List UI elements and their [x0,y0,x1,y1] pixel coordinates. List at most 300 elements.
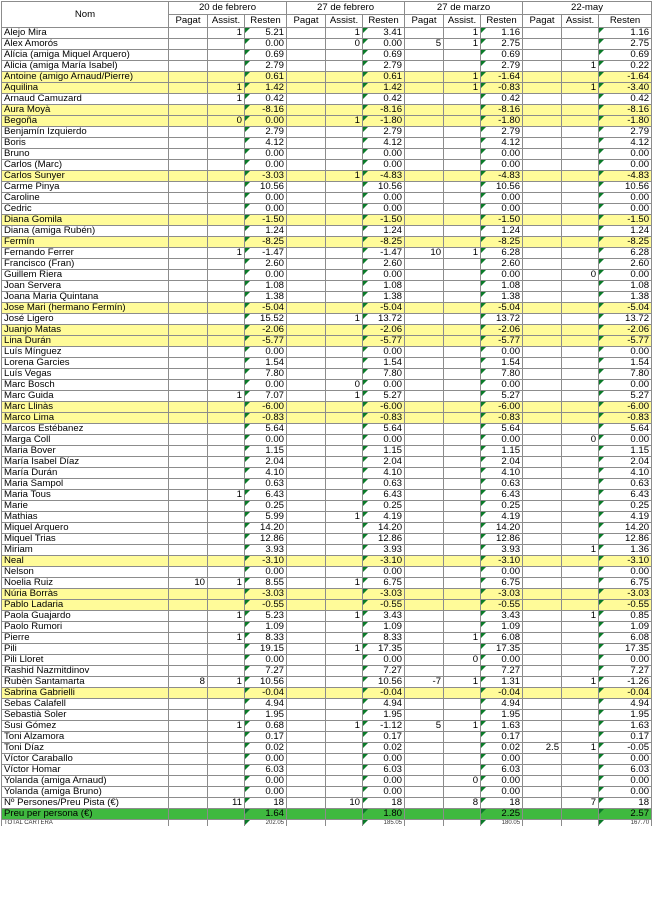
balance-cell[interactable]: 0.69 [599,50,652,61]
paid-cell[interactable] [169,457,208,468]
paid-cell[interactable] [523,270,562,281]
balance-cell[interactable]: 0.00 [363,787,405,798]
paid-cell[interactable] [287,523,326,534]
person-name-cell[interactable]: Núria Borràs [2,589,169,600]
balance-cell[interactable]: 6.03 [599,765,652,776]
attendance-cell[interactable] [326,468,363,479]
balance-cell[interactable]: -1.47 [245,248,287,259]
attendance-cell[interactable] [444,336,481,347]
attendance-cell[interactable] [562,699,599,710]
paid-cell[interactable] [523,699,562,710]
balance-cell[interactable]: 0.00 [481,776,523,787]
attendance-cell[interactable] [444,446,481,457]
balance-cell[interactable]: 0.17 [599,732,652,743]
paid-cell[interactable] [169,721,208,732]
balance-cell[interactable]: 0.02 [245,743,287,754]
paid-cell[interactable] [169,160,208,171]
paid-cell[interactable] [523,248,562,259]
balance-cell[interactable]: 1.09 [245,622,287,633]
attendance-cell[interactable] [562,193,599,204]
paid-cell[interactable] [523,314,562,325]
paid-cell[interactable] [405,215,444,226]
paid-cell[interactable]: 5 [405,721,444,732]
paid-cell[interactable] [405,457,444,468]
person-name-cell[interactable]: Maria Sampol [2,479,169,490]
paid-cell[interactable]: 10 [405,248,444,259]
person-name-cell[interactable]: María Isabel Díaz [2,457,169,468]
attendance-cell[interactable] [326,435,363,446]
balance-cell[interactable]: 0.00 [481,149,523,160]
attendance-cell[interactable]: 0 [444,776,481,787]
balance-cell[interactable]: 7.07 [245,391,287,402]
paid-cell[interactable] [405,358,444,369]
subcol-header[interactable]: Assist. [562,15,599,28]
balance-cell[interactable]: -8.16 [481,105,523,116]
balance-cell[interactable]: 5.64 [481,424,523,435]
balance-cell[interactable]: 5.27 [363,391,405,402]
paid-cell[interactable] [523,556,562,567]
balance-cell[interactable]: 1.95 [245,710,287,721]
balance-cell[interactable]: 0.00 [245,193,287,204]
balance-cell[interactable]: 1.15 [245,446,287,457]
attendance-cell[interactable] [326,336,363,347]
paid-cell[interactable] [169,204,208,215]
person-name-cell[interactable]: Begoña [2,116,169,127]
attendance-cell[interactable] [562,600,599,611]
attendance-cell[interactable] [562,446,599,457]
person-name-cell[interactable]: Miquel Trias [2,534,169,545]
attendance-cell[interactable] [208,204,245,215]
paid-cell[interactable] [287,699,326,710]
paid-cell[interactable] [287,490,326,501]
attendance-cell[interactable] [208,182,245,193]
attendance-cell[interactable] [444,578,481,589]
attendance-cell[interactable]: 1 [326,644,363,655]
attendance-cell[interactable] [562,204,599,215]
paid-cell[interactable] [523,688,562,699]
balance-cell[interactable]: 2.79 [363,127,405,138]
balance-cell[interactable]: 0.00 [245,567,287,578]
paid-cell[interactable] [287,160,326,171]
balance-cell[interactable]: 2.79 [481,61,523,72]
attendance-cell[interactable] [444,215,481,226]
date-header[interactable]: 20 de febrero [169,2,287,15]
balance-cell[interactable]: -4.83 [363,171,405,182]
paid-cell[interactable] [169,413,208,424]
paid-cell[interactable] [405,787,444,798]
paid-cell[interactable]: -7 [405,677,444,688]
attendance-cell[interactable] [562,50,599,61]
attendance-cell[interactable] [208,809,245,820]
balance-cell[interactable]: -3.10 [245,556,287,567]
attendance-cell[interactable] [444,259,481,270]
balance-cell[interactable]: 0.00 [481,193,523,204]
person-name-cell[interactable]: Maria Bover [2,446,169,457]
balance-cell[interactable]: 12.86 [599,534,652,545]
paid-cell[interactable] [287,787,326,798]
attendance-cell[interactable] [208,688,245,699]
attendance-cell[interactable]: 1 [562,61,599,72]
balance-cell[interactable]: 0.00 [481,787,523,798]
paid-cell[interactable] [169,171,208,182]
attendance-cell[interactable] [208,589,245,600]
attendance-cell[interactable] [444,600,481,611]
attendance-cell[interactable] [444,347,481,358]
balance-cell[interactable]: 13.72 [599,314,652,325]
attendance-cell[interactable] [208,655,245,666]
paid-cell[interactable] [405,325,444,336]
paid-cell[interactable] [523,435,562,446]
balance-cell[interactable]: 4.10 [363,468,405,479]
attendance-cell[interactable] [326,633,363,644]
balance-cell[interactable]: 0.00 [245,655,287,666]
attendance-cell[interactable] [208,501,245,512]
attendance-cell[interactable] [326,237,363,248]
balance-cell[interactable]: 2.60 [599,259,652,270]
paid-cell[interactable] [523,567,562,578]
attendance-cell[interactable] [562,820,599,827]
balance-cell[interactable]: -0.55 [363,600,405,611]
attendance-cell[interactable] [444,138,481,149]
attendance-cell[interactable] [562,578,599,589]
balance-cell[interactable]: -3.10 [363,556,405,567]
attendance-cell[interactable] [326,259,363,270]
attendance-cell[interactable] [562,413,599,424]
balance-cell[interactable]: -6.00 [599,402,652,413]
person-name-cell[interactable]: Rashid Nazmitdinov [2,666,169,677]
attendance-cell[interactable] [444,820,481,827]
paid-cell[interactable] [287,248,326,259]
attendance-cell[interactable] [326,105,363,116]
balance-cell[interactable]: 17.35 [363,644,405,655]
person-name-cell[interactable]: Marie [2,501,169,512]
paid-cell[interactable] [287,820,326,827]
person-name-cell[interactable]: Susi Gómez [2,721,169,732]
attendance-cell[interactable] [208,754,245,765]
attendance-cell[interactable] [562,622,599,633]
attendance-cell[interactable] [208,281,245,292]
attendance-cell[interactable] [444,116,481,127]
attendance-cell[interactable] [326,402,363,413]
attendance-cell[interactable] [208,336,245,347]
balance-cell[interactable]: 1.16 [481,28,523,39]
attendance-cell[interactable] [326,61,363,72]
paid-cell[interactable] [169,754,208,765]
balance-cell[interactable]: -4.83 [599,171,652,182]
subcol-header[interactable]: Pagat [405,15,444,28]
balance-cell[interactable]: -8.25 [481,237,523,248]
attendance-cell[interactable] [208,127,245,138]
person-name-cell[interactable]: Aquilina [2,83,169,94]
attendance-cell[interactable] [444,369,481,380]
paid-cell[interactable] [405,468,444,479]
paid-cell[interactable] [405,710,444,721]
balance-cell[interactable]: 12.86 [481,534,523,545]
balance-cell[interactable]: 0.00 [599,270,652,281]
paid-cell[interactable] [405,402,444,413]
balance-cell[interactable]: -8.16 [245,105,287,116]
person-name-cell[interactable]: Diana (amiga Rubén) [2,226,169,237]
balance-cell[interactable]: 6.75 [363,578,405,589]
balance-cell[interactable]: -3.03 [245,589,287,600]
balance-cell[interactable]: 1.42 [363,83,405,94]
paid-cell[interactable] [287,424,326,435]
balance-cell[interactable]: 2.57 [599,809,652,820]
paid-cell[interactable] [405,413,444,424]
person-name-cell[interactable]: Neal [2,556,169,567]
paid-cell[interactable] [523,28,562,39]
balance-cell[interactable]: -3.03 [599,589,652,600]
paid-cell[interactable] [405,479,444,490]
paid-cell[interactable] [523,545,562,556]
person-name-cell[interactable]: TOTAL CARTERA [2,820,169,827]
person-name-cell[interactable]: Antoine (amigo Arnaud/Pierre) [2,72,169,83]
balance-cell[interactable]: 3.43 [481,611,523,622]
paid-cell[interactable] [169,248,208,259]
balance-cell[interactable]: 2.60 [363,259,405,270]
attendance-cell[interactable] [326,358,363,369]
balance-cell[interactable]: -8.25 [599,237,652,248]
paid-cell[interactable] [405,644,444,655]
paid-cell[interactable] [169,556,208,567]
balance-cell[interactable]: -0.83 [481,413,523,424]
paid-cell[interactable] [523,611,562,622]
attendance-cell[interactable] [326,457,363,468]
balance-cell[interactable]: 6.43 [363,490,405,501]
paid-cell[interactable] [287,468,326,479]
balance-cell[interactable]: 0.61 [363,72,405,83]
paid-cell[interactable]: 5 [405,39,444,50]
attendance-cell[interactable] [562,325,599,336]
balance-cell[interactable]: 1.95 [599,710,652,721]
paid-cell[interactable] [287,28,326,39]
attendance-cell[interactable] [562,127,599,138]
balance-cell[interactable]: -5.04 [245,303,287,314]
balance-cell[interactable]: 1.24 [599,226,652,237]
balance-cell[interactable]: 6.43 [599,490,652,501]
paid-cell[interactable] [405,237,444,248]
attendance-cell[interactable] [326,754,363,765]
attendance-cell[interactable] [208,215,245,226]
paid-cell[interactable] [523,721,562,732]
balance-cell[interactable]: 1.08 [245,281,287,292]
paid-cell[interactable] [287,83,326,94]
paid-cell[interactable] [523,501,562,512]
paid-cell[interactable] [405,424,444,435]
paid-cell[interactable] [523,83,562,94]
attendance-cell[interactable] [326,666,363,677]
balance-cell[interactable]: 1.08 [481,281,523,292]
subcol-header[interactable]: Pagat [523,15,562,28]
paid-cell[interactable] [169,28,208,39]
person-name-cell[interactable]: Carme Pinya [2,182,169,193]
person-name-cell[interactable]: Lorena Garcies [2,358,169,369]
balance-cell[interactable]: 7.80 [245,369,287,380]
name-column-header[interactable]: Nom [2,2,169,28]
paid-cell[interactable] [287,50,326,61]
person-name-cell[interactable]: Joana Maria Quintana [2,292,169,303]
paid-cell[interactable] [405,138,444,149]
paid-cell[interactable] [287,688,326,699]
balance-cell[interactable]: 7.80 [599,369,652,380]
balance-cell[interactable]: 2.60 [245,259,287,270]
attendance-cell[interactable]: 1 [326,611,363,622]
paid-cell[interactable] [287,171,326,182]
paid-cell[interactable] [523,226,562,237]
balance-cell[interactable]: 1.63 [599,721,652,732]
balance-cell[interactable]: 0.02 [363,743,405,754]
attendance-cell[interactable] [444,710,481,721]
person-name-cell[interactable]: Marc Guida [2,391,169,402]
balance-cell[interactable]: 0.00 [481,270,523,281]
paid-cell[interactable] [405,600,444,611]
attendance-cell[interactable] [208,600,245,611]
attendance-cell[interactable] [326,776,363,787]
attendance-cell[interactable] [562,688,599,699]
paid-cell[interactable] [523,710,562,721]
balance-cell[interactable]: 0.00 [363,567,405,578]
balance-cell[interactable]: 10.56 [245,182,287,193]
paid-cell[interactable] [405,754,444,765]
paid-cell[interactable] [523,413,562,424]
attendance-cell[interactable] [444,94,481,105]
attendance-cell[interactable]: 1 [562,83,599,94]
paid-cell[interactable] [287,182,326,193]
balance-cell[interactable]: 0.17 [245,732,287,743]
balance-cell[interactable]: 6.03 [363,765,405,776]
balance-cell[interactable]: -6.00 [481,402,523,413]
paid-cell[interactable] [523,182,562,193]
attendance-cell[interactable] [444,424,481,435]
paid-cell[interactable] [523,325,562,336]
paid-cell[interactable] [287,193,326,204]
attendance-cell[interactable]: 1 [326,578,363,589]
balance-cell[interactable]: 8.55 [245,578,287,589]
balance-cell[interactable]: 6.08 [481,633,523,644]
paid-cell[interactable] [169,424,208,435]
paid-cell[interactable] [405,391,444,402]
paid-cell[interactable] [405,314,444,325]
balance-cell[interactable]: 185.05 [363,820,405,827]
person-name-cell[interactable]: Marco Lima [2,413,169,424]
balance-cell[interactable]: 10.56 [481,182,523,193]
paid-cell[interactable] [405,666,444,677]
balance-cell[interactable]: 3.93 [363,545,405,556]
balance-cell[interactable]: 10.56 [599,182,652,193]
balance-cell[interactable]: 2.04 [363,457,405,468]
attendance-cell[interactable] [444,127,481,138]
attendance-cell[interactable]: 1 [326,721,363,732]
paid-cell[interactable] [169,50,208,61]
person-name-cell[interactable]: Pili Lloret [2,655,169,666]
balance-cell[interactable]: 2.79 [481,127,523,138]
balance-cell[interactable]: 4.94 [363,699,405,710]
paid-cell[interactable] [287,215,326,226]
attendance-cell[interactable] [562,182,599,193]
balance-cell[interactable]: 4.94 [481,699,523,710]
attendance-cell[interactable]: 1 [326,116,363,127]
attendance-cell[interactable]: 1 [208,490,245,501]
attendance-cell[interactable] [208,457,245,468]
balance-cell[interactable]: 0.42 [599,94,652,105]
balance-cell[interactable]: 1.54 [481,358,523,369]
paid-cell[interactable] [405,534,444,545]
attendance-cell[interactable] [326,270,363,281]
attendance-cell[interactable] [562,391,599,402]
paid-cell[interactable] [169,468,208,479]
attendance-cell[interactable] [208,622,245,633]
balance-cell[interactable]: 0.69 [363,50,405,61]
paid-cell[interactable] [523,534,562,545]
paid-cell[interactable] [523,523,562,534]
attendance-cell[interactable] [326,710,363,721]
attendance-cell[interactable] [562,94,599,105]
paid-cell[interactable]: 8 [169,677,208,688]
balance-cell[interactable]: 1.24 [481,226,523,237]
balance-cell[interactable]: 0.22 [599,61,652,72]
paid-cell[interactable] [405,61,444,72]
attendance-cell[interactable] [444,105,481,116]
balance-cell[interactable]: 1.16 [599,28,652,39]
attendance-cell[interactable] [208,435,245,446]
balance-cell[interactable]: -8.25 [245,237,287,248]
attendance-cell[interactable] [326,193,363,204]
paid-cell[interactable] [169,512,208,523]
attendance-cell[interactable] [444,765,481,776]
person-name-cell[interactable]: Sebas Calafell [2,699,169,710]
attendance-cell[interactable]: 1 [444,28,481,39]
balance-cell[interactable]: 2.04 [245,457,287,468]
attendance-cell[interactable]: 1 [444,721,481,732]
balance-cell[interactable]: -1.26 [599,677,652,688]
paid-cell[interactable] [287,72,326,83]
attendance-cell[interactable] [562,490,599,501]
attendance-cell[interactable] [562,138,599,149]
attendance-cell[interactable]: 10 [326,798,363,809]
paid-cell[interactable] [405,633,444,644]
attendance-cell[interactable] [326,622,363,633]
attendance-cell[interactable] [444,809,481,820]
attendance-cell[interactable] [326,655,363,666]
attendance-cell[interactable] [208,402,245,413]
attendance-cell[interactable] [444,402,481,413]
attendance-cell[interactable] [208,105,245,116]
attendance-cell[interactable]: 0 [208,116,245,127]
balance-cell[interactable]: 4.12 [481,138,523,149]
balance-cell[interactable]: 202.05 [245,820,287,827]
paid-cell[interactable] [405,336,444,347]
balance-cell[interactable]: 0.63 [245,479,287,490]
person-name-cell[interactable]: Marc Llinàs [2,402,169,413]
paid-cell[interactable] [169,402,208,413]
balance-cell[interactable]: -2.06 [245,325,287,336]
balance-cell[interactable]: -1.12 [363,721,405,732]
balance-cell[interactable]: 0.00 [245,160,287,171]
paid-cell[interactable] [169,589,208,600]
attendance-cell[interactable] [444,699,481,710]
person-name-cell[interactable]: Sabrina Gabrielli [2,688,169,699]
paid-cell[interactable] [405,292,444,303]
person-name-cell[interactable]: Jose Mari (hermano Fermín) [2,303,169,314]
balance-cell[interactable]: 0.69 [481,50,523,61]
balance-cell[interactable]: -2.06 [481,325,523,336]
attendance-cell[interactable]: 1 [326,171,363,182]
paid-cell[interactable] [287,633,326,644]
attendance-cell[interactable] [562,633,599,644]
attendance-cell[interactable] [562,424,599,435]
paid-cell[interactable] [169,369,208,380]
paid-cell[interactable] [287,644,326,655]
